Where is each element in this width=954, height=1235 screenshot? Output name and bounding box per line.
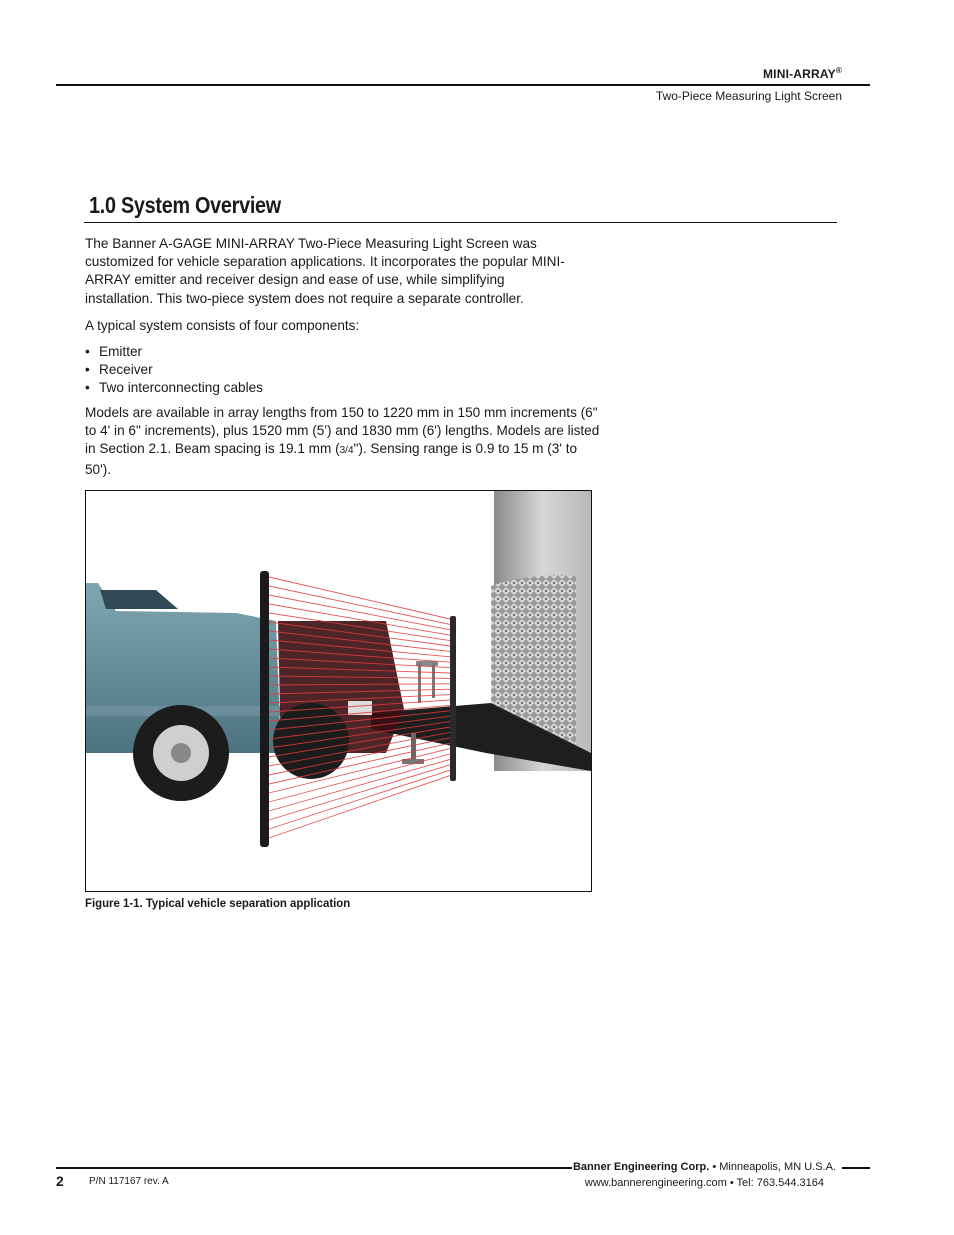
figure-caption: Figure 1-1. Typical vehicle separation application — [85, 896, 351, 910]
receiver-bar — [450, 616, 456, 781]
beam-line — [269, 770, 450, 829]
company-line: Banner Engineering Corp. • Minneapolis, MN U.S.A. — [572, 1161, 836, 1173]
emitter-bar — [260, 571, 269, 847]
list-item: • Two interconnecting cables — [85, 380, 263, 396]
header-subtitle: Two-Piece Measuring Light Screen — [655, 89, 842, 103]
section-title: 1.0 System Overview — [89, 192, 281, 218]
beam-line — [269, 586, 450, 624]
web-tel-line: www.bannerengineering.com • Tel: 763.544.3164 — [584, 1177, 824, 1189]
components-intro: A typical system consists of four components: — [85, 318, 360, 333]
figure-vehicle-separation — [85, 490, 592, 892]
models-paragraph: Models are available in array lengths from 150 to 1220 mm in 150 mm increments (6" to 4' in 6" increments), plus 1520 mm (5') and 1830 mm (6') lengths. Models are listed in Section 2.1. Beam spacing is 19.1 mm (3/4"). Sensing range is 0.9 to 15 m (3' to 50'). — [85, 405, 600, 477]
intro-paragraph: The Banner A-GAGE MINI-ARRAY Two-Piece Measuring Light Screen was customized for vehicle separation applications. It incorporates the popular MINI-ARRAY emitter and receiver design and ease of use, while simplifying installation. This two-piece system does not require a separate controller. — [85, 236, 565, 306]
list-item: • Receiver — [85, 362, 153, 378]
list-item: • Emitter — [85, 344, 143, 359]
components-list — [85, 343, 263, 398]
vehicle-illustration — [86, 491, 591, 891]
footer-rule-right — [842, 1167, 870, 1169]
section-rule — [84, 222, 837, 223]
page-number: 2 — [56, 1173, 64, 1189]
header-product-title: MINI-ARRAY® — [762, 66, 842, 81]
truck-window — [100, 590, 178, 609]
rear-wheel — [273, 703, 349, 779]
footer-rule-left — [56, 1167, 572, 1169]
part-number: P/N 117167 rev. A — [89, 1176, 169, 1187]
header-rule — [56, 84, 870, 86]
